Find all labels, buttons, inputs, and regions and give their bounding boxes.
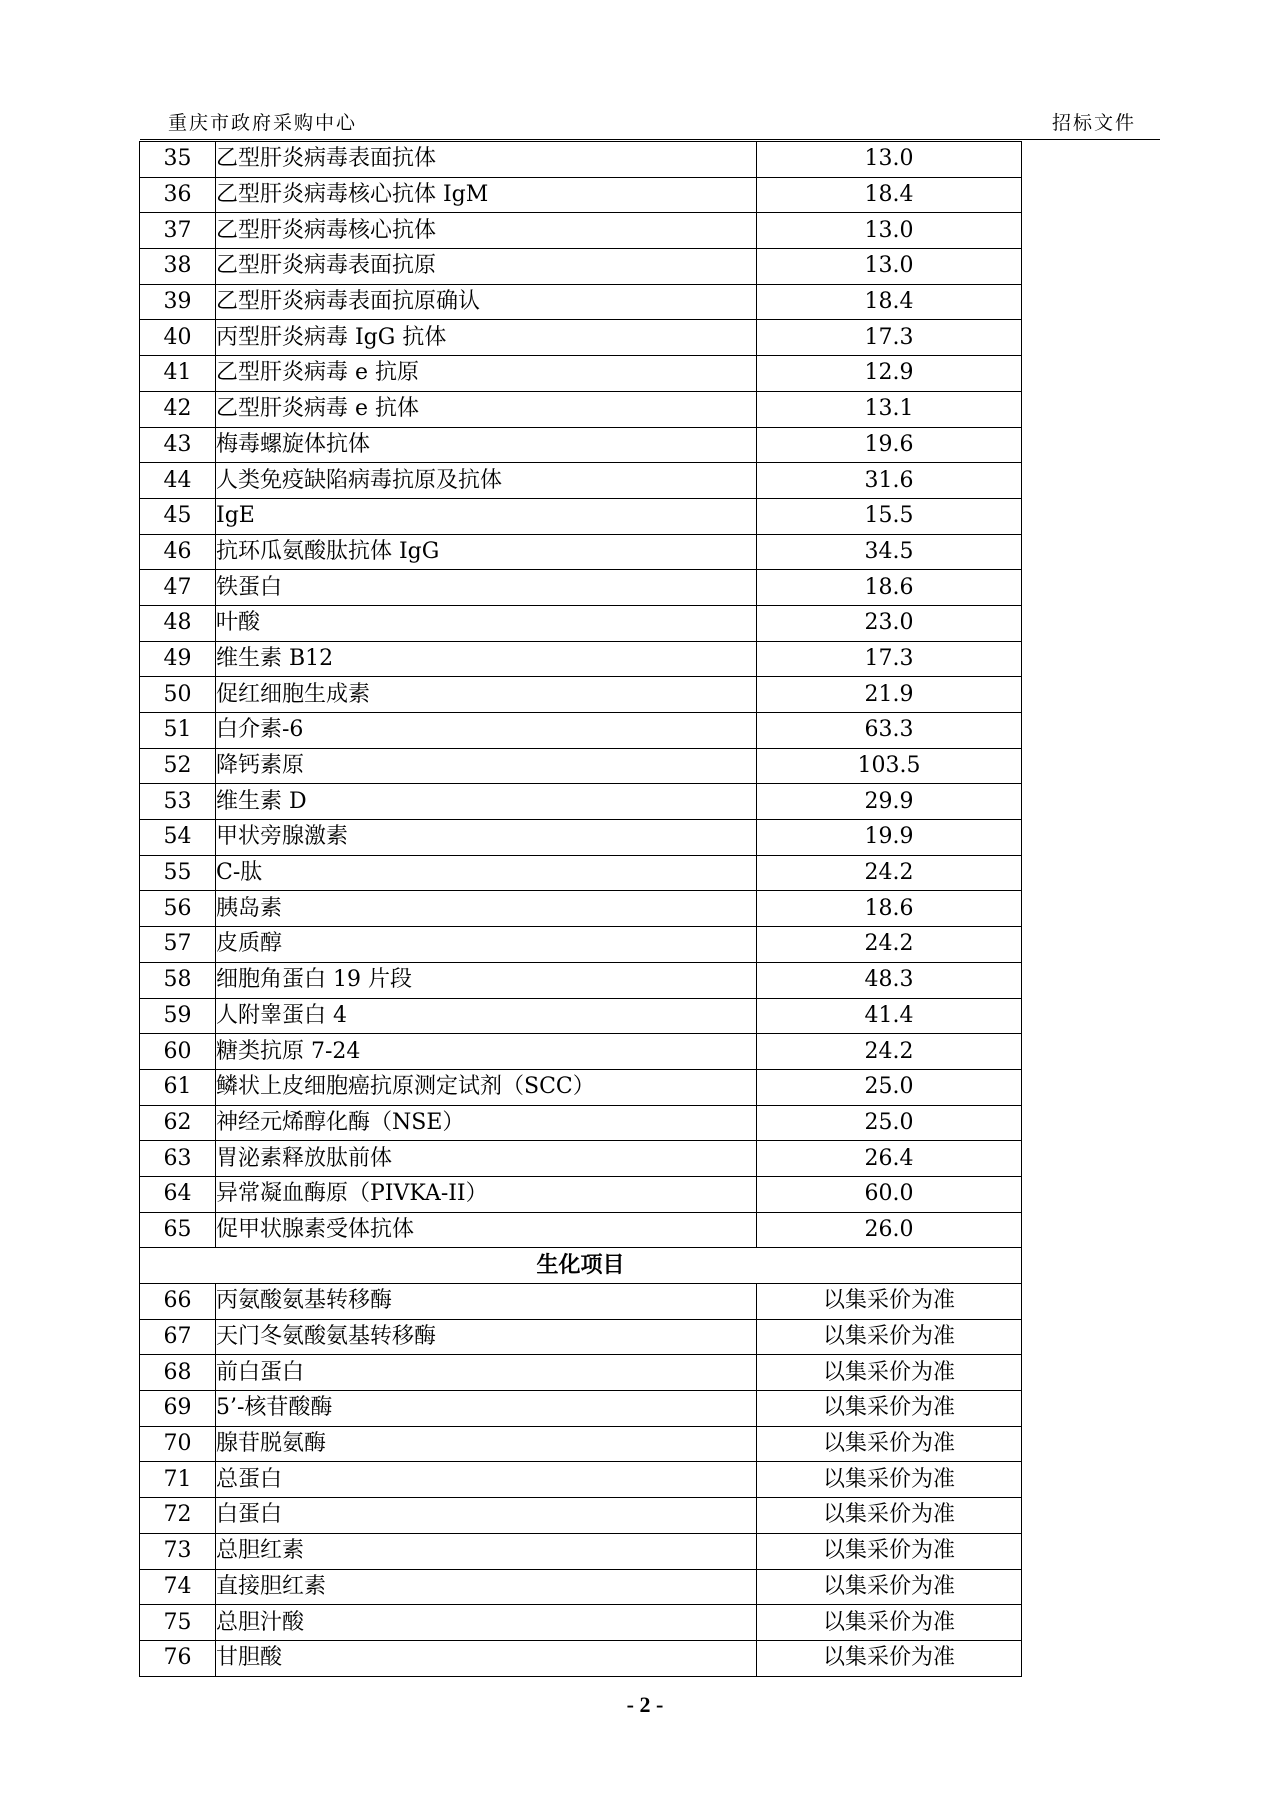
table-row <box>140 463 1022 499</box>
table-row <box>140 284 1022 320</box>
item-name: 直接胆红素 <box>216 1569 757 1605</box>
table-row <box>140 498 1022 534</box>
item-number: 62 <box>140 1105 216 1141</box>
item-name: 乙型肝炎病毒核心抗体 <box>216 213 757 249</box>
item-number: 37 <box>140 213 216 249</box>
page-number: - 2 - <box>626 1692 664 1717</box>
item-price: 34.5 <box>757 534 1022 570</box>
item-price: 12.9 <box>757 356 1022 392</box>
item-price: 13.0 <box>757 249 1022 285</box>
item-name: 梅毒螺旋体抗体 <box>216 427 757 463</box>
item-price: 25.0 <box>757 1069 1022 1105</box>
table-row <box>140 1462 1022 1498</box>
item-price: 以集采价为准 <box>757 1284 1022 1320</box>
item-price: 41.4 <box>757 998 1022 1034</box>
table-row <box>140 177 1022 213</box>
item-number: 53 <box>140 784 216 820</box>
item-number: 41 <box>140 356 216 392</box>
item-name: 神经元烯醇化酶（NSE） <box>216 1105 757 1141</box>
item-price: 以集采价为准 <box>757 1319 1022 1355</box>
item-price: 103.5 <box>757 748 1022 784</box>
item-name: 白蛋白 <box>216 1498 757 1534</box>
item-price: 13.0 <box>757 213 1022 249</box>
item-price: 18.4 <box>757 284 1022 320</box>
item-number: 69 <box>140 1391 216 1427</box>
table-row <box>140 213 1022 249</box>
table-row <box>140 1640 1022 1676</box>
item-name: IgE <box>216 498 757 534</box>
item-price: 15.5 <box>757 498 1022 534</box>
item-number: 51 <box>140 713 216 749</box>
item-name: 总蛋白 <box>216 1462 757 1498</box>
item-name: 胰岛素 <box>216 891 757 927</box>
table-row <box>140 713 1022 749</box>
item-name: 前白蛋白 <box>216 1355 757 1391</box>
item-price: 24.2 <box>757 927 1022 963</box>
item-name: 乙型肝炎病毒表面抗体 <box>216 142 757 178</box>
item-number: 60 <box>140 1034 216 1070</box>
item-number: 59 <box>140 998 216 1034</box>
item-price: 60.0 <box>757 1176 1022 1212</box>
item-name: 异常凝血酶原（PIVKA-II） <box>216 1176 757 1212</box>
item-number: 58 <box>140 962 216 998</box>
table-row <box>140 534 1022 570</box>
item-name: 叶酸 <box>216 605 757 641</box>
table-row <box>140 855 1022 891</box>
table-row <box>140 1069 1022 1105</box>
item-price: 18.6 <box>757 891 1022 927</box>
table-row <box>140 356 1022 392</box>
table-row <box>140 1355 1022 1391</box>
item-number: 71 <box>140 1462 216 1498</box>
table-row <box>140 1212 1022 1248</box>
table-row <box>140 927 1022 963</box>
item-price: 19.9 <box>757 820 1022 856</box>
item-price: 以集采价为准 <box>757 1533 1022 1569</box>
item-price: 24.2 <box>757 1034 1022 1070</box>
table-row <box>140 1284 1022 1320</box>
item-number: 57 <box>140 927 216 963</box>
item-name: 腺苷脱氨酶 <box>216 1426 757 1462</box>
table-row <box>140 1498 1022 1534</box>
table-row <box>140 1105 1022 1141</box>
item-number: 64 <box>140 1176 216 1212</box>
item-number: 40 <box>140 320 216 356</box>
table-row <box>140 1569 1022 1605</box>
table-row <box>140 962 1022 998</box>
item-name: 抗环瓜氨酸肽抗体 IgG <box>216 534 757 570</box>
item-name: 乙型肝炎病毒核心抗体 IgM <box>216 177 757 213</box>
item-name: 人类免疫缺陷病毒抗原及抗体 <box>216 463 757 499</box>
table-row <box>140 820 1022 856</box>
table-row <box>140 605 1022 641</box>
item-name: 天门冬氨酸氨基转移酶 <box>216 1319 757 1355</box>
item-number: 67 <box>140 1319 216 1355</box>
item-number: 54 <box>140 820 216 856</box>
item-price: 25.0 <box>757 1105 1022 1141</box>
item-price: 13.0 <box>757 142 1022 178</box>
table-row <box>140 1391 1022 1427</box>
item-number: 74 <box>140 1569 216 1605</box>
item-number: 52 <box>140 748 216 784</box>
table-row <box>140 1176 1022 1212</box>
item-number: 39 <box>140 284 216 320</box>
item-number: 35 <box>140 142 216 178</box>
item-price: 17.3 <box>757 641 1022 677</box>
item-name: 促红细胞生成素 <box>216 677 757 713</box>
table-row <box>140 1426 1022 1462</box>
item-name: 胃泌素释放肽前体 <box>216 1141 757 1177</box>
item-number: 45 <box>140 498 216 534</box>
header-document-type: 招标文件 <box>1052 112 1137 134</box>
section-row <box>140 1248 1022 1284</box>
item-number: 42 <box>140 391 216 427</box>
item-number: 73 <box>140 1533 216 1569</box>
item-price: 21.9 <box>757 677 1022 713</box>
header-organization: 重庆市政府采购中心 <box>168 112 358 134</box>
item-price: 23.0 <box>757 605 1022 641</box>
table-row <box>140 1605 1022 1641</box>
item-name: 甘胆酸 <box>216 1640 757 1676</box>
item-price: 29.9 <box>757 784 1022 820</box>
item-name: 白介素-6 <box>216 713 757 749</box>
table-row <box>140 1034 1022 1070</box>
item-name: 细胞角蛋白 19 片段 <box>216 962 757 998</box>
header-rule <box>140 139 1160 140</box>
item-price: 以集采价为准 <box>757 1462 1022 1498</box>
item-number: 76 <box>140 1640 216 1676</box>
item-name: 乙型肝炎病毒表面抗原 <box>216 249 757 285</box>
item-price: 以集采价为准 <box>757 1640 1022 1676</box>
table-row <box>140 641 1022 677</box>
item-number: 68 <box>140 1355 216 1391</box>
item-name: 糖类抗原 7-24 <box>216 1034 757 1070</box>
item-number: 72 <box>140 1498 216 1534</box>
item-price: 以集采价为准 <box>757 1391 1022 1427</box>
item-number: 66 <box>140 1284 216 1320</box>
item-price: 以集采价为准 <box>757 1569 1022 1605</box>
item-name: 铁蛋白 <box>216 570 757 606</box>
item-number: 56 <box>140 891 216 927</box>
item-price: 以集采价为准 <box>757 1605 1022 1641</box>
item-number: 46 <box>140 534 216 570</box>
item-name: 人附睾蛋白 4 <box>216 998 757 1034</box>
item-name: 丙型肝炎病毒 IgG 抗体 <box>216 320 757 356</box>
item-price: 26.0 <box>757 1212 1022 1248</box>
table-row <box>140 998 1022 1034</box>
item-name: C-肽 <box>216 855 757 891</box>
items-table <box>139 141 1022 1677</box>
item-number: 36 <box>140 177 216 213</box>
item-price: 18.4 <box>757 177 1022 213</box>
item-price: 17.3 <box>757 320 1022 356</box>
table-row <box>140 249 1022 285</box>
item-name: 维生素 D <box>216 784 757 820</box>
item-price: 63.3 <box>757 713 1022 749</box>
item-number: 65 <box>140 1212 216 1248</box>
item-number: 70 <box>140 1426 216 1462</box>
table-row <box>140 677 1022 713</box>
item-number: 43 <box>140 427 216 463</box>
table-row <box>140 1533 1022 1569</box>
item-name: 甲状旁腺激素 <box>216 820 757 856</box>
item-number: 75 <box>140 1605 216 1641</box>
item-number: 38 <box>140 249 216 285</box>
item-number: 47 <box>140 570 216 606</box>
table-row <box>140 320 1022 356</box>
table-row <box>140 784 1022 820</box>
table-row <box>140 748 1022 784</box>
item-number: 49 <box>140 641 216 677</box>
item-name: 皮质醇 <box>216 927 757 963</box>
item-price: 18.6 <box>757 570 1022 606</box>
item-number: 61 <box>140 1069 216 1105</box>
item-number: 44 <box>140 463 216 499</box>
table-row <box>140 142 1022 178</box>
item-name: 乙型肝炎病毒表面抗原确认 <box>216 284 757 320</box>
table-row <box>140 427 1022 463</box>
item-name: 维生素 B12 <box>216 641 757 677</box>
item-price: 48.3 <box>757 962 1022 998</box>
item-number: 50 <box>140 677 216 713</box>
item-number: 63 <box>140 1141 216 1177</box>
item-name: 促甲状腺素受体抗体 <box>216 1212 757 1248</box>
item-name: 乙型肝炎病毒 e 抗体 <box>216 391 757 427</box>
section-title: 生化项目 <box>140 1248 1022 1284</box>
item-name: 丙氨酸氨基转移酶 <box>216 1284 757 1320</box>
item-price: 以集采价为准 <box>757 1355 1022 1391</box>
item-name: 总胆汁酸 <box>216 1605 757 1641</box>
items-table-body <box>140 142 1022 1677</box>
item-price: 以集采价为准 <box>757 1498 1022 1534</box>
table-row <box>140 1141 1022 1177</box>
item-price: 24.2 <box>757 855 1022 891</box>
item-name: 乙型肝炎病毒 e 抗原 <box>216 356 757 392</box>
item-price: 13.1 <box>757 391 1022 427</box>
item-name: 5’-核苷酸酶 <box>216 1391 757 1427</box>
item-number: 55 <box>140 855 216 891</box>
table-row <box>140 570 1022 606</box>
item-number: 48 <box>140 605 216 641</box>
table-row <box>140 391 1022 427</box>
item-price: 31.6 <box>757 463 1022 499</box>
table-row <box>140 1319 1022 1355</box>
table-row <box>140 891 1022 927</box>
item-name: 总胆红素 <box>216 1533 757 1569</box>
item-name: 降钙素原 <box>216 748 757 784</box>
item-price: 19.6 <box>757 427 1022 463</box>
item-name: 鳞状上皮细胞癌抗原测定试剂（SCC） <box>216 1069 757 1105</box>
item-price: 26.4 <box>757 1141 1022 1177</box>
item-price: 以集采价为准 <box>757 1426 1022 1462</box>
